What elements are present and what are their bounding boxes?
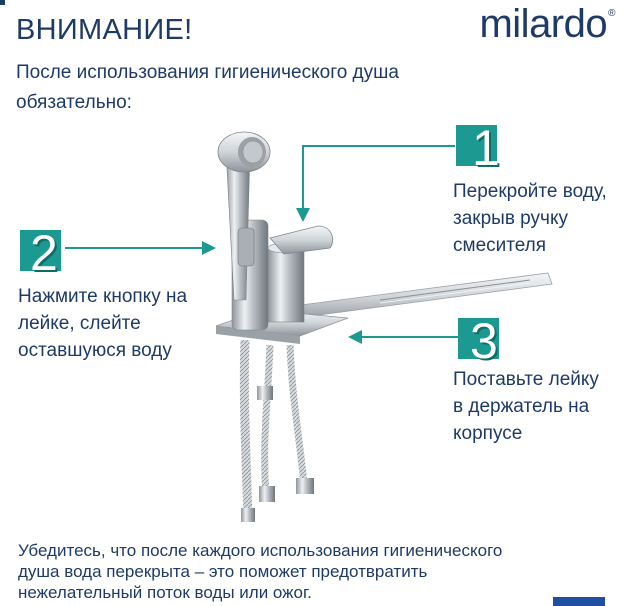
subtitle: После использования гигиенического душа обязательно:: [16, 62, 399, 113]
arrow-right-icon: [65, 241, 216, 255]
page-corner-tab: [553, 597, 605, 606]
step-2-number: 2: [30, 225, 58, 281]
logo-text: milardo: [479, 2, 608, 46]
step-3-number: 3: [470, 313, 498, 369]
arrow-left-icon: [348, 330, 458, 344]
step-1-badge: [456, 120, 500, 176]
step-3-badge: [458, 313, 499, 369]
step-2-text: Нажмите кнопку на лейке, слейте оставшуюся воду: [18, 286, 188, 361]
footer-note: Убедитесь, что после каждого использования гигиенического душа вода перекрыта – это поможет предотвратить нежелательный поток воды или ожог.: [18, 541, 503, 602]
registered-mark: ®: [608, 8, 615, 19]
arrow-down-icon: [296, 146, 455, 222]
step-1-text: Перекройте воду, закрыв ручку смесителя: [453, 181, 607, 256]
step-1-number: 1: [472, 120, 500, 176]
step-2-badge: [20, 225, 61, 281]
step-3-text: Поставьте лейку в держатель на корпусе: [453, 369, 599, 444]
page-title: ВНИМАНИЕ!: [16, 14, 193, 46]
